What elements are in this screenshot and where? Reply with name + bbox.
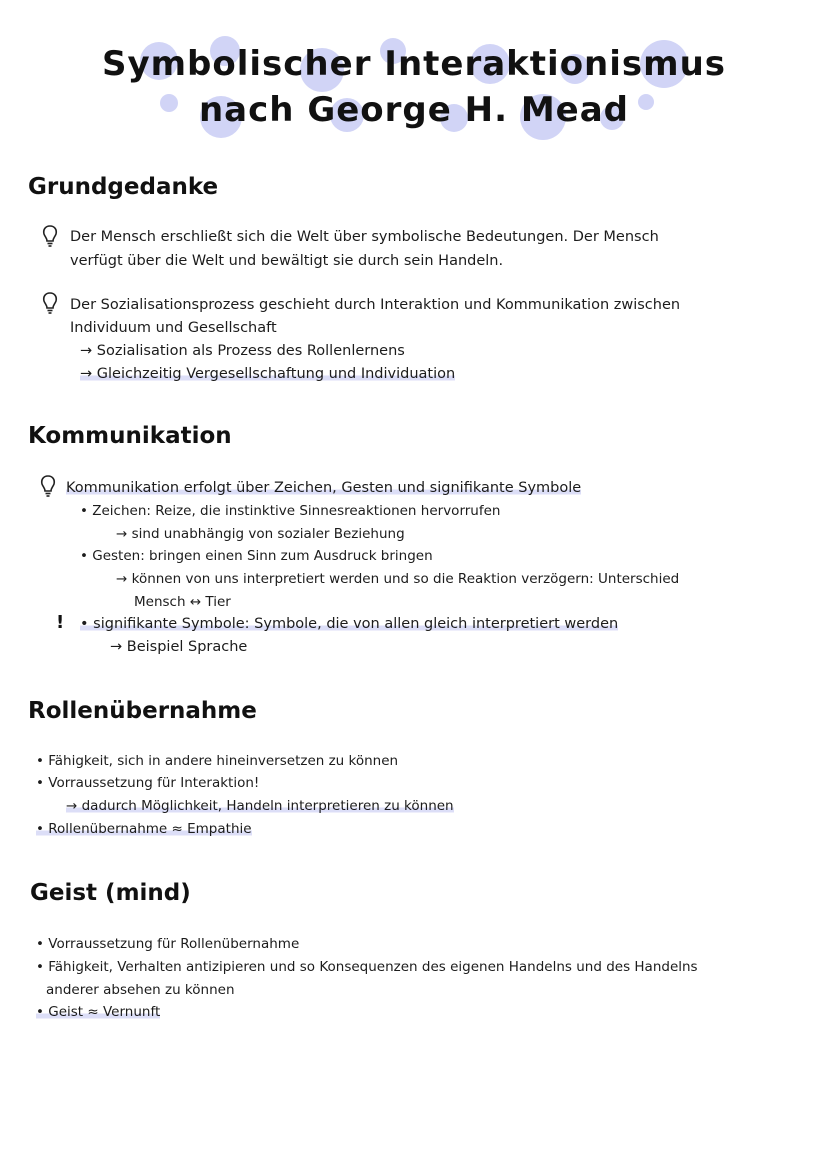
text-line: → sind unabhängig von sozialer Beziehung xyxy=(116,526,405,542)
page-title-line-1: Symbolischer Interaktionismus xyxy=(101,44,727,84)
text-line: Kommunikation erfolgt über Zeichen, Gesten und signifikante Symbole xyxy=(66,480,582,496)
text-line: • Vorraussetzung für Rollenübernahme xyxy=(36,936,300,952)
text-line: → Gleichzeitig Vergesellschaftung und Individuation xyxy=(80,366,456,382)
text-line: → Beispiel Sprache xyxy=(110,639,248,655)
text-line: • signifikante Symbole: Symbole, die von allen gleich interpretiert werden xyxy=(80,616,619,632)
lightbulb-icon xyxy=(40,475,56,497)
heading-rollenuebernahme: Rollenübernahme xyxy=(20,698,267,724)
text-line: • Gesten: bringen einen Sinn zum Ausdruck bringen xyxy=(80,548,433,564)
page-title-line-2: nach George H. Mead xyxy=(198,90,630,130)
heading-grundgedanke: Grundgedanke xyxy=(20,174,228,200)
text-line: • Zeichen: Reize, die instinktive Sinnesreaktionen hervorrufen xyxy=(80,503,501,519)
text-line: → Sozialisation als Prozess des Rollenlernens xyxy=(80,343,405,359)
text-line: • Geist ≈ Vernunft xyxy=(36,1004,161,1020)
text-line: → dadurch Möglichkeit, Handeln interpretieren zu können xyxy=(66,798,454,814)
text-line: • Rollenübernahme ≈ Empathie xyxy=(36,821,252,837)
text-line: anderer absehen zu können xyxy=(46,982,235,998)
text-line: Mensch ↔ Tier xyxy=(134,594,231,610)
heading-geist: Geist (mind) xyxy=(22,880,201,906)
text-line: → können von uns interpretiert werden und so die Reaktion verzögern: Unterschied xyxy=(116,571,680,587)
exclamation-mark: ! xyxy=(56,612,65,633)
title-block xyxy=(0,34,828,144)
text-line: Der Mensch erschließt sich die Welt über symbolische Bedeutungen. Der Mensch xyxy=(70,229,659,245)
text-line: Individuum und Gesellschaft xyxy=(70,320,277,336)
text-line: Der Sozialisationsprozess geschieht durch Interaktion und Kommunikation zwischen xyxy=(70,297,681,313)
heading-kommunikation: Kommunikation xyxy=(20,423,242,449)
lightbulb-icon xyxy=(42,225,58,247)
text-line: verfügt über die Welt und bewältigt sie durch sein Handeln. xyxy=(70,253,504,269)
text-line: • Fähigkeit, Verhalten antizipieren und so Konsequenzen des eigenen Handelns und des Handelns xyxy=(36,959,698,975)
lightbulb-icon xyxy=(42,292,58,314)
text-line: • Vorraussetzung für Interaktion! xyxy=(36,775,260,791)
text-line: • Fähigkeit, sich in andere hineinversetzen zu können xyxy=(36,753,399,769)
